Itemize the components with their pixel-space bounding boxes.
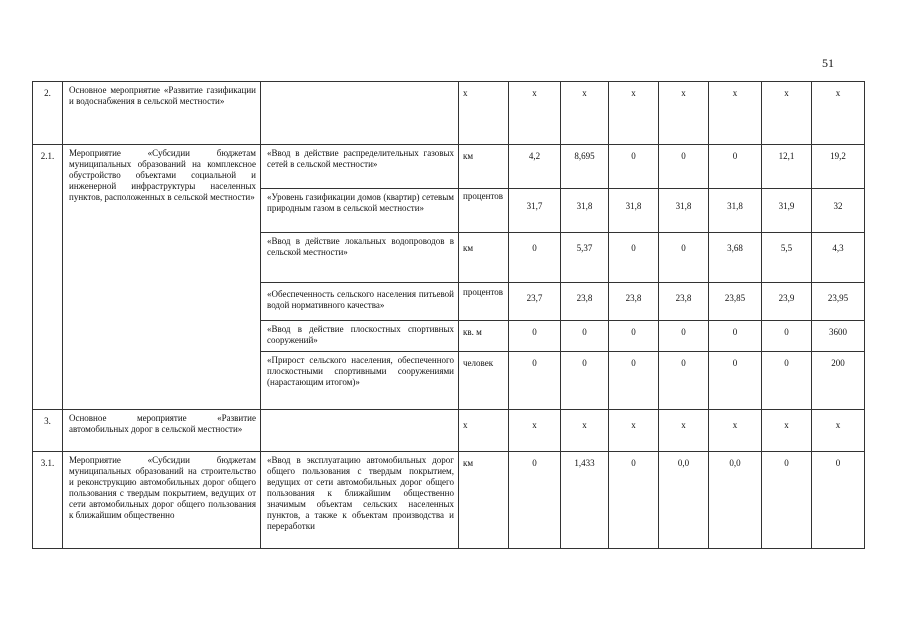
- unit-cell: процентов: [459, 189, 509, 233]
- row-number: 2.: [33, 82, 63, 145]
- value-cell: 4,3: [812, 233, 865, 283]
- value-cell: 3600: [812, 321, 865, 352]
- value-cell: 5,5: [762, 233, 812, 283]
- value-cell: 1,433: [561, 452, 609, 549]
- row-description: Мероприятие «Субсидии бюджетам муниципальных образований на комплексное обустройство объектами социальной и инженерной инфраструктуры населенных пунктов, расположенных в сельской местности»: [63, 145, 261, 410]
- value-cell: 12,1: [762, 145, 812, 189]
- indicator-text: «Ввод в действие плоскостных спортивных сооружений»: [261, 321, 459, 352]
- row-description: Основное мероприятие «Развитие автомобильных дорог в сельской местности»: [63, 410, 261, 452]
- value-cell: х: [812, 82, 865, 145]
- value-cell: 31,7: [509, 189, 561, 233]
- value-cell: 0: [659, 352, 709, 410]
- row-number: 2.1.: [33, 145, 63, 410]
- value-cell: х: [812, 410, 865, 452]
- value-cell: х: [659, 410, 709, 452]
- unit-cell: х: [459, 82, 509, 145]
- value-cell: 0,0: [659, 452, 709, 549]
- value-cell: 0: [561, 321, 609, 352]
- value-cell: 0: [609, 352, 659, 410]
- value-cell: 0: [659, 145, 709, 189]
- value-cell: 5,37: [561, 233, 609, 283]
- value-cell: 8,695: [561, 145, 609, 189]
- indicator-text: «Ввод в действие локальных водопроводов в сельской местности»: [261, 233, 459, 283]
- unit-cell: км: [459, 452, 509, 549]
- unit-cell: процентов: [459, 283, 509, 321]
- value-cell: 0: [659, 321, 709, 352]
- value-cell: 0: [509, 321, 561, 352]
- value-cell: 23,9: [762, 283, 812, 321]
- row-number: 3.: [33, 410, 63, 452]
- value-cell: 0: [609, 452, 659, 549]
- value-cell: 0: [709, 145, 762, 189]
- value-cell: 4,2: [509, 145, 561, 189]
- value-cell: 31,9: [762, 189, 812, 233]
- value-cell: 0: [709, 321, 762, 352]
- value-cell: 0: [762, 321, 812, 352]
- value-cell: 23,7: [509, 283, 561, 321]
- value-cell: 0: [659, 233, 709, 283]
- value-cell: 0: [609, 321, 659, 352]
- value-cell: 0: [609, 145, 659, 189]
- indicator-text: «Ввод в эксплуатацию автомобильных дорог общего пользования с твердым покрытием, ведущих от сети автомобильных дорог общего пользования к ближайшим общественно значимым объектам сельских населенных пунктов, а также к объектам производства и переработки: [261, 452, 459, 549]
- value-cell: х: [609, 82, 659, 145]
- value-cell: х: [561, 410, 609, 452]
- table-row: [33, 410, 865, 452]
- value-cell: 0,0: [709, 452, 762, 549]
- value-cell: 23,8: [561, 283, 609, 321]
- value-cell: 200: [812, 352, 865, 410]
- value-cell: 0: [509, 233, 561, 283]
- program-table: [32, 81, 865, 549]
- row-description: Мероприятие «Субсидии бюджетам муниципальных образований на строительство и реконструкцию автомобильных дорог общего пользования с твердым покрытием, ведущих от сети автомобильных дорог общего пользования к ближайшим общественно: [63, 452, 261, 549]
- value-cell: х: [659, 82, 709, 145]
- value-cell: 31,8: [659, 189, 709, 233]
- row-number: 3.1.: [33, 452, 63, 549]
- value-cell: 23,8: [609, 283, 659, 321]
- unit-cell: х: [459, 410, 509, 452]
- table-row: [33, 452, 865, 549]
- page-number: 51: [822, 56, 834, 70]
- value-cell: 32: [812, 189, 865, 233]
- value-cell: 0: [762, 352, 812, 410]
- indicator-text: [261, 410, 459, 452]
- value-cell: 0: [812, 452, 865, 549]
- value-cell: х: [561, 82, 609, 145]
- value-cell: х: [609, 410, 659, 452]
- value-cell: 0: [509, 452, 561, 549]
- indicator-text: «Обеспеченность сельского населения питьевой водой нормативного качества»: [261, 283, 459, 321]
- unit-cell: км: [459, 145, 509, 189]
- indicator-text: «Прирост сельского населения, обеспеченного плоскостными спортивными сооружениями (нарастающим итогом)»: [261, 352, 459, 410]
- value-cell: 0: [561, 352, 609, 410]
- value-cell: х: [762, 82, 812, 145]
- value-cell: х: [509, 410, 561, 452]
- indicator-text: [261, 82, 459, 145]
- unit-cell: человек: [459, 352, 509, 410]
- value-cell: 23,8: [659, 283, 709, 321]
- value-cell: 19,2: [812, 145, 865, 189]
- table-row: [33, 82, 865, 145]
- value-cell: х: [709, 82, 762, 145]
- unit-cell: км: [459, 233, 509, 283]
- value-cell: х: [762, 410, 812, 452]
- value-cell: х: [709, 410, 762, 452]
- row-description: Основное мероприятие «Развитие газификации и водоснабжения в сельской местности»: [63, 82, 261, 145]
- value-cell: 0: [762, 452, 812, 549]
- unit-cell: кв. м: [459, 321, 509, 352]
- table-row: [33, 145, 865, 189]
- value-cell: 31,8: [709, 189, 762, 233]
- value-cell: 0: [509, 352, 561, 410]
- indicator-text: «Уровень газификации домов (квартир) сетевым природным газом в сельской местности»: [261, 189, 459, 233]
- value-cell: х: [509, 82, 561, 145]
- indicator-text: «Ввод в действие распределительных газовых сетей в сельской местности»: [261, 145, 459, 189]
- value-cell: 31,8: [561, 189, 609, 233]
- value-cell: 3,68: [709, 233, 762, 283]
- value-cell: 0: [709, 352, 762, 410]
- value-cell: 23,85: [709, 283, 762, 321]
- value-cell: 31,8: [609, 189, 659, 233]
- value-cell: 23,95: [812, 283, 865, 321]
- value-cell: 0: [609, 233, 659, 283]
